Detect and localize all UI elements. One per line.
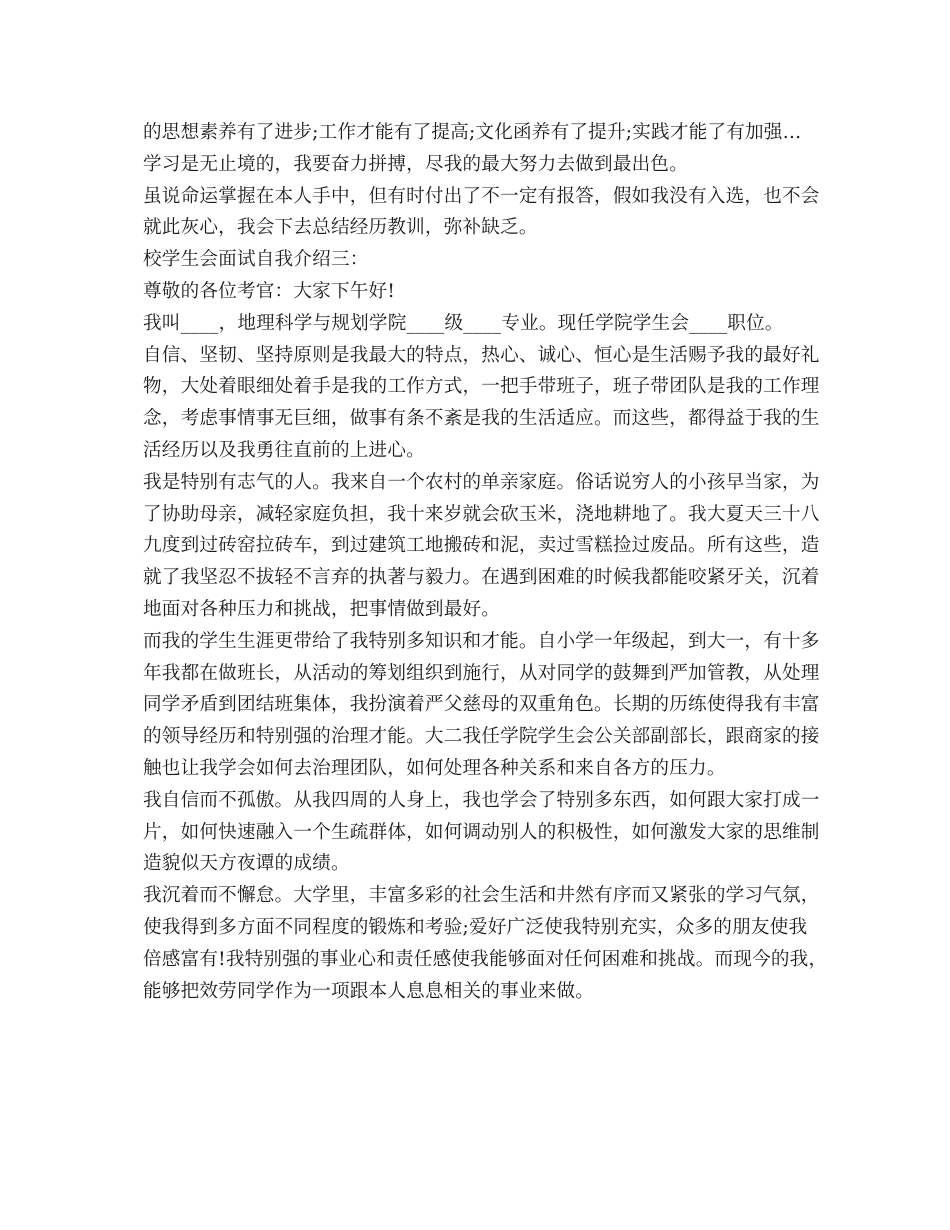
text-line: 了协助母亲，减轻家庭负担，我十来岁就会砍玉米，浇地耕地了。我大夏天三十八 [143, 503, 820, 525]
text-line: 虽说命运掌握在本人手中，但有时付出了不一定有报答，假如我没有入选，也不会 [143, 185, 820, 207]
text-line: 自信、坚韧、坚持原则是我最大的特点，热心、诚心、恒心是生活赐予我的最好礼 [143, 344, 820, 366]
text-line: 就了我坚忍不拔轻不言弃的执著与毅力。在遇到困难的时候我都能咬紧牙关，沉着 [143, 567, 820, 589]
text-line: 学习是无止境的，我要奋力拼搏，尽我的最大努力去做到最出色。 [143, 153, 689, 175]
text-line: 我自信而不孤傲。从我四周的人身上，我也学会了特别多东西，如何跟大家打成一 [143, 789, 820, 811]
text-line: 年我都在做班长，从活动的筹划组织到施行，从对同学的鼓舞到严加管教，从处理 [143, 662, 820, 684]
text-line: 能够把效劳同学作为一项跟本人息息相关的事业来做。 [143, 980, 595, 1002]
text-line: 念，考虑事情事无巨细，做事有条不紊是我的生活适应。而这些，都得益于我的生 [143, 408, 820, 430]
text-line: 同学矛盾到团结班集体，我扮演着严父慈母的双重角色。长期的历练使得我有丰富 [143, 694, 820, 716]
text-line: 就此灰心，我会下去总结经历教训，弥补缺乏。 [143, 217, 538, 239]
text-line: 活经历以及我勇往直前的上进心。 [143, 439, 425, 461]
text-line: 片，如何快速融入一个生疏群体，如何调动别人的积极性，如何激发大家的思维制 [143, 821, 820, 843]
document-body [143, 117, 828, 1007]
text-line: 九度到过砖窑拉砖车，到过建筑工地搬砖和泥，卖过雪糕捡过废品。所有这些，造 [143, 535, 820, 557]
text-line: 地面对各种压力和挑战，把事情做到最好。 [143, 598, 501, 620]
text-line: 我沉着而不懈怠。大学里，丰富多彩的社会生活和井然有序而又紧张的学习气氛， [143, 885, 820, 907]
text-line: 我叫____，地理科学与规划学院____级____专业。现任学院学生会____职位。 [143, 312, 784, 334]
text-line: 而我的学生生涯更带给了我特别多知识和才能。自小学一年级起，到大一，有十多 [143, 630, 820, 652]
text-line: 造貌似天方夜谭的成绩。 [143, 853, 350, 875]
text-line: 的思想素养有了进步;工作才能有了提高;文化函养有了提升;实践才能了有加强… [143, 122, 802, 143]
text-line: 触也让我学会如何去治理团队，如何处理各种关系和来自各方的压力。 [143, 757, 726, 779]
greeting-line: 尊敬的各位考官：大家下午好! [143, 280, 395, 302]
text-line: 使我得到多方面不同程度的锻炼和考验;爱好广泛使我特别充实，众多的朋友使我 [143, 916, 808, 938]
section-heading: 校学生会面试自我介绍三： [143, 249, 369, 271]
text-line: 我是特别有志气的人。我来自一个农村的单亲家庭。俗话说穷人的小孩早当家，为 [143, 471, 820, 493]
text-line: 倍感富有!我特别强的事业心和责任感使我能够面对任何困难和挑战。而现今的我， [143, 948, 828, 970]
text-line: 的领导经历和特别强的治理才能。大二我任学院学生会公关部副部长，跟商家的接 [143, 726, 820, 748]
text-line: 物，大处着眼细处着手是我的工作方式，一把手带班子，班子带团队是我的工作理 [143, 376, 820, 398]
